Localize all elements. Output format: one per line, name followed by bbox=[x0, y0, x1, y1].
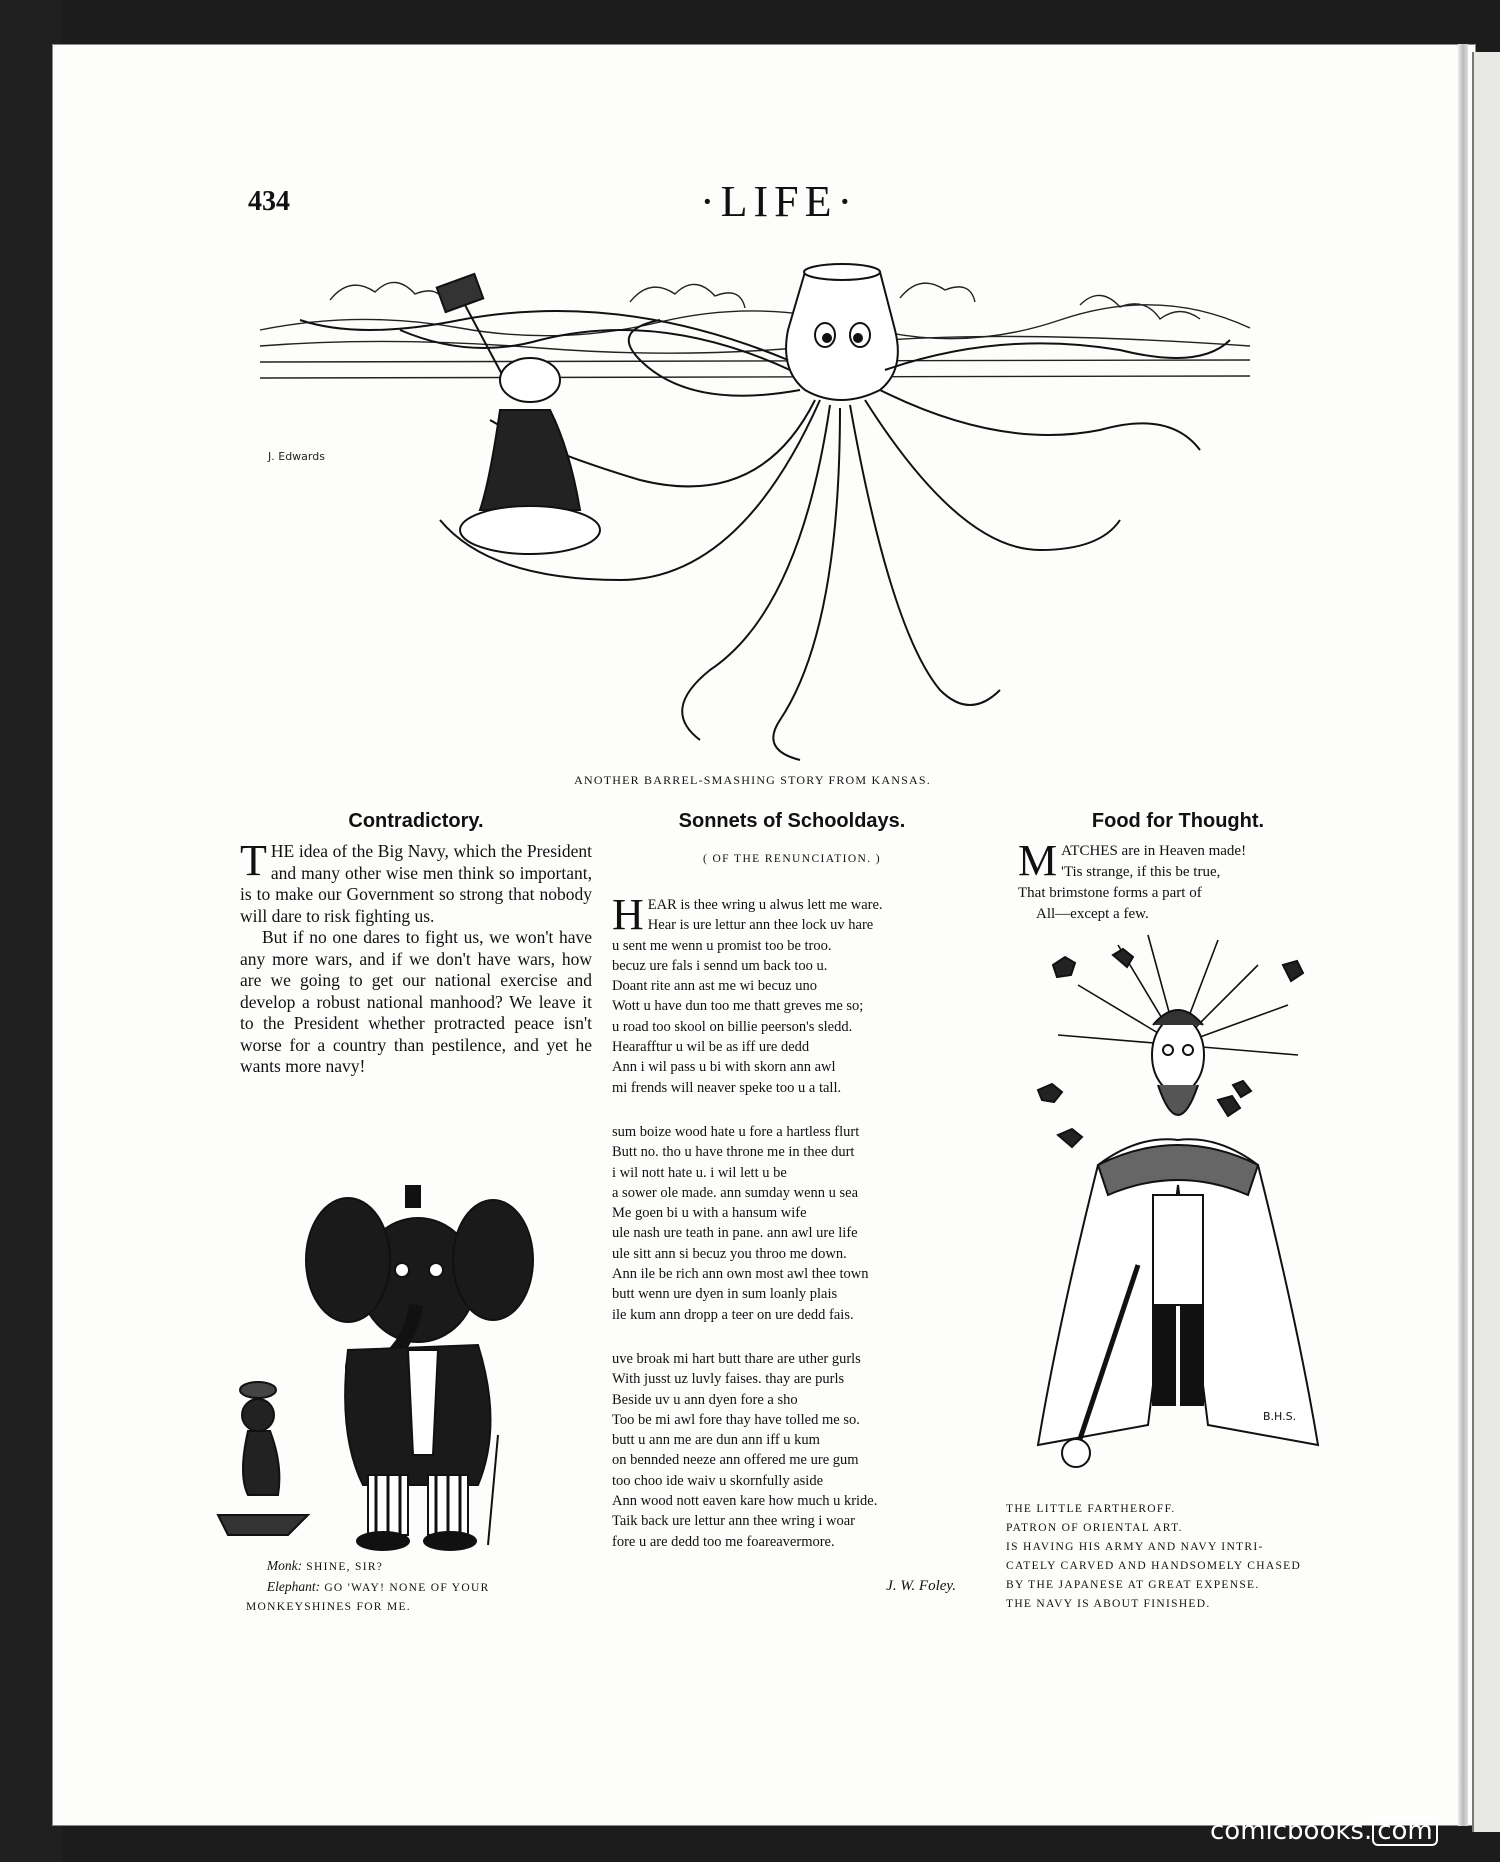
poem-line: Too be mi awl fore thay have tolled me so. bbox=[612, 1411, 860, 1428]
poem-line: 'Tis strange, if this be true, bbox=[1061, 864, 1221, 880]
watermark-text: comicbooks. bbox=[1210, 1816, 1373, 1846]
poem-line: on bennded neeze ann offered me ure gum bbox=[612, 1452, 859, 1469]
article-body bbox=[240, 836, 592, 1078]
czar-cartoon-caption bbox=[1006, 1500, 1341, 1614]
article-title: Contradictory. bbox=[348, 810, 484, 832]
poem-line: Beside uv u ann dyen fore a sho bbox=[612, 1391, 798, 1408]
caption-line: BY THE JAPANESE AT GREAT EXPENSE. bbox=[1006, 1579, 1260, 1591]
caption-line: PATRON OF ORIENTAL ART. bbox=[1006, 1522, 1183, 1534]
poem-line: u road too skool on billie peerson's sledd. bbox=[612, 1018, 853, 1035]
masthead-title: ·LIFE· bbox=[700, 177, 859, 226]
poem-line: butt u ann me are dun ann iff u kum bbox=[612, 1432, 820, 1449]
page-number: 434 bbox=[248, 186, 290, 217]
caption-line: IS HAVING HIS ARMY AND NAVY INTRI- bbox=[1006, 1541, 1264, 1553]
poem-line: a sower ole made. ann sumday wenn u sea bbox=[612, 1184, 859, 1201]
caption-line: THE NAVY IS ABOUT FINISHED. bbox=[1006, 1598, 1211, 1610]
paragraph: HE idea of the Big Navy, which the President and many other wise men think so important, is to make our Government so strong that nobody will dare to risk fighting us. bbox=[240, 841, 592, 926]
drop-cap: H bbox=[612, 890, 644, 939]
poem-line: With jusst uz luvly faises. thay are purls bbox=[612, 1371, 845, 1388]
column-food-for-thought bbox=[1018, 810, 1338, 925]
poem-line: ule nash ure teath in pane. ann awl ure life bbox=[612, 1225, 858, 1242]
czar-cartoon-illustration bbox=[1018, 925, 1340, 1495]
dialogue-line: GO 'WAY! NONE OF YOUR MONKEYSHINES FOR ME. bbox=[246, 1582, 490, 1613]
poem-line: Wott u have dun too me thatt greves me so; bbox=[612, 998, 864, 1015]
poem-line: butt wenn ure dyen in sum loanly plais bbox=[612, 1286, 838, 1303]
poem-line: All—except a few. bbox=[1036, 906, 1149, 922]
elephant-cartoon-caption bbox=[246, 1556, 598, 1617]
poem-line: ile kum ann dropp a teer on ure dedd fais. bbox=[612, 1306, 854, 1323]
poem-line: i wil nott hate u. i wil lett u be bbox=[612, 1164, 787, 1181]
poem-line: mi frends will neaver speke too u a tall. bbox=[612, 1079, 842, 1096]
poem-subtitle: ( OF THE RENUNCIATION. ) bbox=[702, 853, 882, 865]
column-sonnets bbox=[612, 810, 972, 1596]
poem-line: uve broak mi hart butt thare are uther gurls bbox=[612, 1350, 861, 1367]
speaker-label: Monk: bbox=[266, 1558, 303, 1573]
poem-title: Sonnets of Schooldays. bbox=[678, 810, 906, 832]
poem-line: Ann wood nott eaven kare how much u kride. bbox=[612, 1493, 878, 1510]
poem-line: Doant rite ann ast me wi becuz uno bbox=[612, 978, 817, 995]
drop-cap: T bbox=[240, 836, 267, 885]
poem-title: Food for Thought. bbox=[1091, 810, 1265, 832]
poem-line: Ann ile be rich ann own most awl thee town bbox=[612, 1266, 869, 1283]
poem-body bbox=[612, 890, 972, 1596]
poem-line: Butt no. tho u have throne me in thee durt bbox=[612, 1144, 855, 1161]
site-watermark bbox=[1210, 1816, 1438, 1846]
poem-line: Hearafftur u wil be as iff ure dedd bbox=[612, 1039, 810, 1056]
artist-signature: B.H.S. bbox=[1263, 1410, 1297, 1423]
artist-signature: J. Edwards bbox=[268, 450, 325, 463]
octopus-cartoon-illustration bbox=[240, 250, 1265, 770]
column-contradictory bbox=[240, 810, 592, 1078]
stanza bbox=[612, 1122, 972, 1325]
stanza bbox=[612, 1349, 972, 1552]
poem-line: ATCHES are in Heaven made! bbox=[1061, 843, 1247, 859]
drop-cap: M bbox=[1018, 836, 1058, 885]
poem-line: u sent me wenn u promist too be troo. bbox=[612, 937, 832, 954]
poem-body bbox=[1018, 836, 1338, 925]
speaker-label: Elephant: bbox=[266, 1579, 321, 1594]
cartoon-caption: ANOTHER BARREL-SMASHING STORY FROM KANSAS. bbox=[574, 773, 931, 787]
caption-line: THE LITTLE FARTHEROFF. bbox=[1006, 1503, 1176, 1515]
poem-line: ule sitt ann si becuz you throo me down. bbox=[612, 1245, 847, 1262]
poem-line: fore u are dedd too me foareavermore. bbox=[612, 1533, 835, 1550]
caption-line: CATELY CARVED AND HANDSOMELY CHASED bbox=[1006, 1560, 1302, 1572]
poem-line: Ann i wil pass u bi with skorn ann awl bbox=[612, 1059, 836, 1076]
poem-line: EAR is thee wring u alwus lett me ware. bbox=[647, 897, 883, 913]
poem-line: That brimstone forms a part of bbox=[1018, 885, 1202, 901]
elephant-monkey-cartoon bbox=[188, 1185, 600, 1555]
watermark-domain: com bbox=[1372, 1816, 1438, 1846]
poem-line: Me goen bi u with a hansum wife bbox=[612, 1205, 807, 1222]
next-page-edge bbox=[1472, 52, 1500, 1832]
poem-line: Taik back ure lettur ann thee wring i woar bbox=[612, 1513, 855, 1530]
stanza bbox=[612, 890, 972, 1098]
dialogue-line: SHINE, SIR? bbox=[306, 1561, 384, 1573]
paragraph: But if no one dares to fight us, we won't have any more wars, and if we don't have wars, how are we going to get our national exercise and develop a robust national manhood? We leave it to the President whether protracted peace isn't worse for a country than pestilence, and yet he wants more navy! bbox=[240, 927, 592, 1076]
poem-line: too choo ide waiv u skornfully aside bbox=[612, 1472, 824, 1489]
page-spine bbox=[1458, 44, 1468, 1826]
poem-line: Hear is ure lettur ann thee lock uv hare bbox=[647, 917, 874, 934]
author-signature: J. W. Foley. bbox=[886, 1577, 956, 1594]
poem-line: becuz ure fals i sennd um back too u. bbox=[612, 957, 828, 974]
poem-line: sum boize wood hate u fore a hartless flurt bbox=[612, 1123, 860, 1140]
